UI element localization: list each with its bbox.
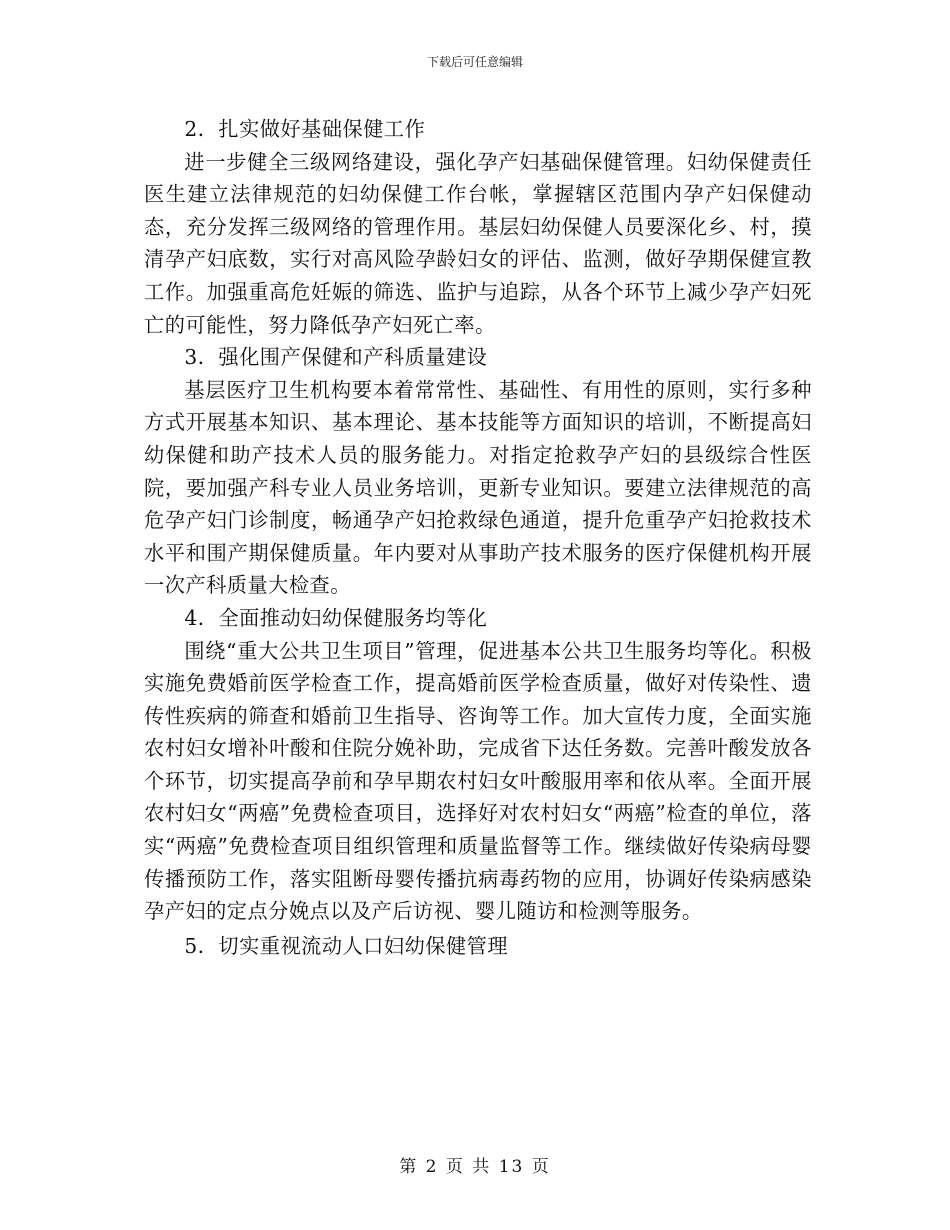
section-heading: 5．切实重视流动人口妇幼保健管理 <box>184 933 509 958</box>
section-heading: 4．全面推动妇幼保健服务均等化 <box>184 605 488 630</box>
document-body <box>144 113 812 962</box>
section-paragraph: 进一步健全三级网络建设，强化孕产妇基础保健管理。妇幼保健责任医生建立法律规范的妇幼保健工作台帐，掌握辖区范围内孕产妇保健动态，充分发挥三级网络的管理作用。基层妇幼保健人员要深化乡、村，摸清孕产妇底数，实行对高风险孕龄妇女的评估、监测，做好孕期保健宣教工作。加强重高危妊娠的筛选、监护与追踪，从各个环节上减少孕产妇死亡的可能性，努力降低孕产妇死亡率。 <box>144 149 812 337</box>
section-paragraph: 基层医疗卫生机构要本着常常性、基础性、有用性的原则，实行多种方式开展基本知识、基本理论、基本技能等方面知识的培训，不断提高妇幼保健和助产技术人员的服务能力。对指定抢救孕产妇的县级综合性医院，要加强产科专业人员业务培训，更新专业知识。要建立法律规范的高危孕产妇门诊制度，畅通孕产妇抢救绿色通道，提升危重孕产妇抢救技术水平和围产期保健质量。年内要对从事助产技术服务的医疗保健机构开展一次产科质量大检查。 <box>144 377 812 598</box>
page-header: 下载后可任意编辑 <box>426 55 523 69</box>
page-footer: 第 2 页 共 13 页 <box>399 1157 551 1177</box>
section-heading: 3．强化围产保健和产科质量建设 <box>184 345 488 370</box>
section-paragraph: 围绕“重大公共卫生项目”管理，促进基本公共卫生服务均等化。积极实施免费婚前医学检查工作，提高婚前医学检查质量，做好对传染性、遗传性疾病的筛查和婚前卫生指导、咨询等工作。加大宣传力度，全面实施农村妇女增补叶酸和住院分娩补助，完成省下达任务数。完善叶酸发放各个环节，切实提高孕前和孕早期农村妇女叶酸服用率和依从率。全面开展农村妇女“两癌”免费检查项目，选择好对农村妇女“两癌”检查的单位，落实“两癌”免费检查项目组织管理和质量监督等工作。继续做好传染病母婴传播预防工作，落实阻断母婴传播抗病毒药物的应用，协调好传染病感染孕产妇的定点分娩点以及产后访视、婴儿随访和检测等服务。 <box>144 638 812 924</box>
section-heading: 2．扎实做好基础保健工作 <box>184 117 426 141</box>
